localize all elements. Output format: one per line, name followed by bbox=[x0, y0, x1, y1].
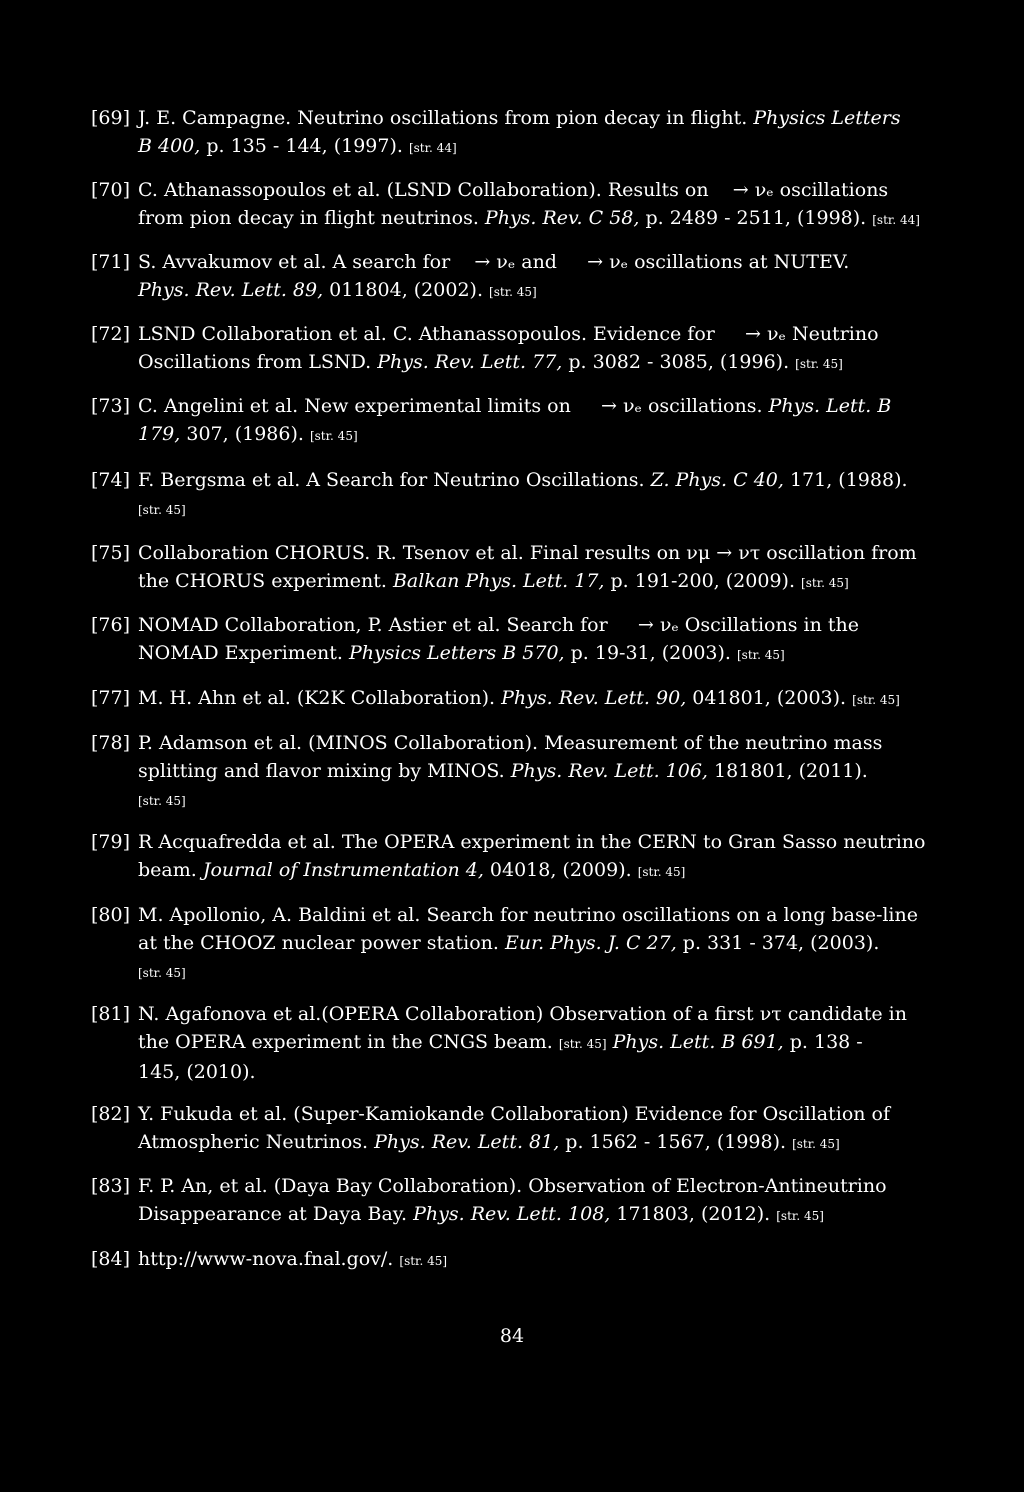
backref-link[interactable]: [str. 45] bbox=[399, 1254, 448, 1268]
journal-volume: B 400, bbox=[138, 135, 201, 157]
reference-text: p. 138 - bbox=[783, 1031, 863, 1053]
page-number: 84 bbox=[499, 1325, 525, 1347]
journal-name: Phys. Rev. Lett. 90, bbox=[501, 687, 687, 709]
journal-name: Phys. Rev. Lett. 77, bbox=[377, 351, 563, 373]
reference-text: 181801, (2011). bbox=[707, 760, 868, 782]
reference-url[interactable]: http://www-nova.fnal.gov/. bbox=[138, 1248, 400, 1270]
backref-link[interactable]: [str. 45] bbox=[852, 693, 900, 707]
reference-text: 041801, (2003). bbox=[686, 687, 853, 709]
backref-link[interactable]: [str. 45] bbox=[792, 1137, 840, 1151]
journal-name: Physics Letters bbox=[753, 107, 901, 129]
journal-name: Journal of Instrumentation 4, bbox=[202, 859, 484, 881]
reference-text: splitting and flavor mixing by MINOS. bbox=[138, 760, 511, 782]
reference-text: 011804, (2002). bbox=[323, 279, 490, 301]
reference-number: [84] bbox=[91, 1248, 131, 1270]
reference-number: [70] bbox=[91, 179, 131, 201]
reference-number: [80] bbox=[91, 904, 131, 926]
backref-link[interactable]: [str. 45] bbox=[801, 576, 849, 590]
reference-text: p. 191-200, (2009). bbox=[604, 570, 802, 592]
reference-text: 171, (1988). bbox=[783, 469, 908, 491]
reference-number: [72] bbox=[91, 323, 131, 345]
backref-link[interactable]: [str. 45] bbox=[138, 966, 186, 980]
backref-link[interactable]: [str. 45] bbox=[795, 357, 843, 371]
reference-text: p. 3082 - 3085, (1996). bbox=[562, 351, 796, 373]
reference-number: [79] bbox=[91, 831, 131, 853]
reference-text: M. Apollonio, A. Baldini et al. Search for neutrino oscillations on a long base-line bbox=[138, 904, 918, 926]
reference-number: [69] bbox=[91, 107, 131, 129]
reference-number: [77] bbox=[91, 687, 131, 709]
reference-text: p. 1562 - 1567, (1998). bbox=[559, 1131, 793, 1153]
reference-text: beam. bbox=[138, 859, 203, 881]
reference-text: p. 2489 - 2511, (1998). bbox=[639, 207, 873, 229]
reference-number: [82] bbox=[91, 1103, 131, 1125]
backref-link[interactable]: [str. 45] bbox=[737, 648, 785, 662]
reference-text: 04018, (2009). bbox=[483, 859, 638, 881]
reference-text: C. Angelini et al. New experimental limits on → νₑ oscillations. bbox=[138, 395, 769, 417]
backref-link[interactable]: [str. 45] bbox=[558, 1037, 607, 1051]
reference-text: R Acquafredda et al. The OPERA experiment in the CERN to Gran Sasso neutrino bbox=[138, 831, 926, 853]
journal-name: Z. Phys. C 40, bbox=[650, 469, 784, 491]
reference-text: J. E. Campagne. Neutrino oscillations from pion decay in flight. bbox=[138, 107, 754, 129]
reference-text: N. Agafonova et al.(OPERA Collaboration) Observation of a first ντ candidate in bbox=[138, 1003, 907, 1025]
journal-name: Phys. Rev. Lett. 108, bbox=[413, 1203, 611, 1225]
reference-text: Y. Fukuda et al. (Super-Kamiokande Collaboration) Evidence for Oscillation of bbox=[138, 1103, 891, 1125]
reference-text: from pion decay in flight neutrinos. bbox=[138, 207, 485, 229]
reference-number: [83] bbox=[91, 1175, 131, 1197]
reference-text: P. Adamson et al. (MINOS Collaboration). Measurement of the neutrino mass bbox=[138, 732, 883, 754]
reference-text: Oscillations from LSND. bbox=[138, 351, 378, 373]
journal-name: Phys. Rev. C 58, bbox=[484, 207, 640, 229]
reference-text: p. 19-31, (2003). bbox=[564, 642, 737, 664]
reference-number: [81] bbox=[91, 1003, 131, 1025]
journal-name: Balkan Phys. Lett. 17, bbox=[392, 570, 605, 592]
reference-text: the CHORUS experiment. bbox=[138, 570, 393, 592]
backref-link[interactable]: [str. 45] bbox=[138, 503, 186, 517]
reference-text: at the CHOOZ nuclear power station. bbox=[138, 932, 505, 954]
reference-number: [71] bbox=[91, 251, 131, 273]
reference-text: p. 135 - 144, (1997). bbox=[200, 135, 409, 157]
journal-volume: 179, bbox=[138, 423, 181, 445]
journal-name: Eur. Phys. J. C 27, bbox=[504, 932, 677, 954]
journal-name: Phys. Rev. Lett. 89, bbox=[138, 279, 324, 301]
reference-text: 307, (1986). bbox=[180, 423, 310, 445]
journal-name: Phys. Lett. B 691, bbox=[606, 1031, 784, 1053]
reference-number: [73] bbox=[91, 395, 131, 417]
reference-text: Disappearance at Daya Bay. bbox=[138, 1203, 414, 1225]
backref-link[interactable]: [str. 45] bbox=[309, 429, 358, 443]
reference-text: F. P. An, et al. (Daya Bay Collaboration). Observation of Electron-Antineutrino bbox=[138, 1175, 887, 1197]
reference-text: NOMAD Experiment. bbox=[138, 642, 350, 664]
journal-name: Physics Letters B 570, bbox=[349, 642, 565, 664]
backref-link[interactable]: [str. 44] bbox=[872, 213, 920, 227]
reference-text: 171803, (2012). bbox=[610, 1203, 777, 1225]
backref-link[interactable]: [str. 45] bbox=[637, 865, 686, 879]
reference-text: 145, (2010). bbox=[138, 1061, 256, 1083]
reference-text: Collaboration CHORUS. R. Tsenov et al. Final results on νμ → ντ oscillation from bbox=[138, 542, 917, 564]
reference-number: [75] bbox=[91, 542, 131, 564]
reference-text: Atmospheric Neutrinos. bbox=[138, 1131, 375, 1153]
reference-text: the OPERA experiment in the CNGS beam. bbox=[138, 1031, 559, 1053]
reference-text: F. Bergsma et al. A Search for Neutrino Oscillations. bbox=[138, 469, 651, 491]
journal-name: Phys. Rev. Lett. 81, bbox=[374, 1131, 560, 1153]
backref-link[interactable]: [str. 44] bbox=[408, 141, 457, 155]
journal-name: Phys. Rev. Lett. 106, bbox=[510, 760, 708, 782]
backref-link[interactable]: [str. 45] bbox=[776, 1209, 824, 1223]
backref-link[interactable]: [str. 45] bbox=[138, 794, 186, 808]
backref-link[interactable]: [str. 45] bbox=[489, 285, 537, 299]
reference-text: M. H. Ahn et al. (K2K Collaboration). bbox=[138, 687, 502, 709]
reference-number: [74] bbox=[91, 469, 131, 491]
reference-number: [78] bbox=[91, 732, 131, 754]
reference-number: [76] bbox=[91, 614, 131, 636]
reference-text: NOMAD Collaboration, P. Astier et al. Search for → νₑ Oscillations in the bbox=[138, 614, 859, 636]
reference-text: S. Avvakumov et al. A search for → νₑ and → νₑ oscillations at NUTEV. bbox=[138, 251, 850, 273]
journal-name: Phys. Lett. B bbox=[768, 395, 892, 417]
reference-text: p. 331 - 374, (2003). bbox=[676, 932, 880, 954]
reference-text: LSND Collaboration et al. C. Athanassopoulos. Evidence for → νₑ Neutrino bbox=[138, 323, 879, 345]
reference-text: C. Athanassopoulos et al. (LSND Collaboration). Results on → νₑ oscillations bbox=[138, 179, 889, 201]
